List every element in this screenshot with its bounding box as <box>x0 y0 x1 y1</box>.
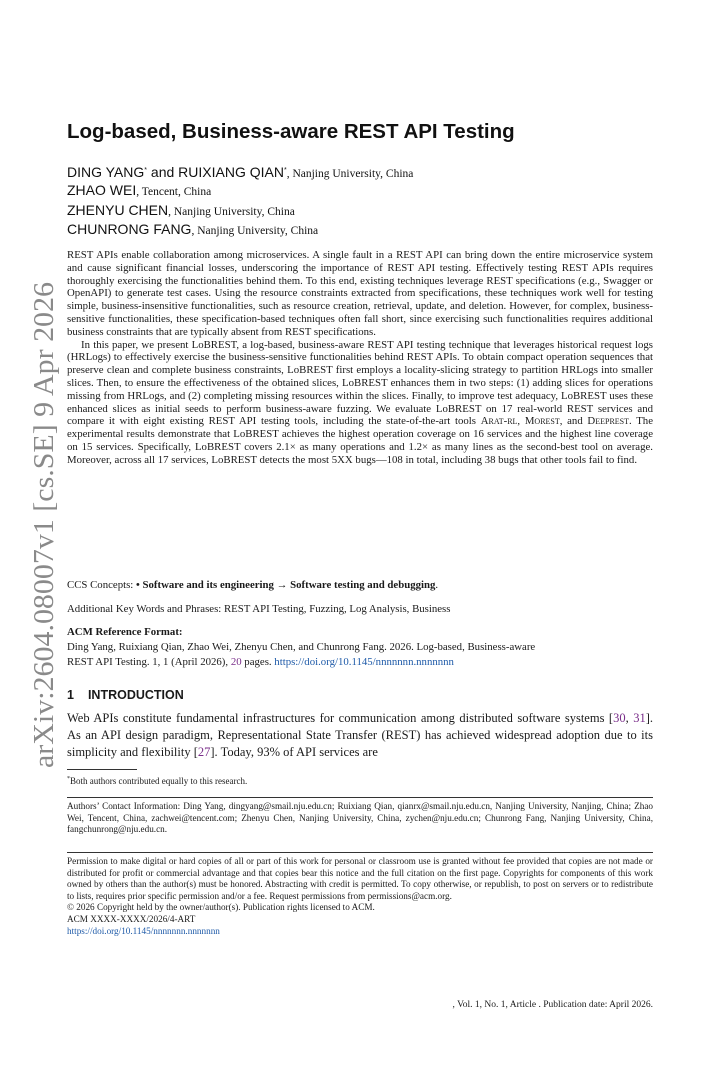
author-line-2 <box>67 181 653 201</box>
acm-code-line: ACM XXXX-XXXX/2026/4-ART <box>67 913 196 924</box>
author-affiliation: , Nanjing University, China <box>191 225 319 237</box>
author-names: and RUIXIANG QIAN <box>147 164 284 180</box>
acm-reference-line <box>67 656 653 668</box>
doi-link[interactable]: https://doi.org/10.1145/nnnnnnn.nnnnnnn <box>274 656 454 668</box>
ccs-label: CCS Concepts: <box>67 579 136 591</box>
tool-name: Morest <box>524 415 560 428</box>
ccs-concepts <box>67 579 653 591</box>
permission-text: Permission to make digital or hard copies of all or part of this work for personal or classroom use is granted without fee provided that copies are not made or distributed for profit or commercial advantage and that copies bear this notice and the full citation on the first page. Copyrights for components of this work owned by others than the author(s) must be honored. Abstracting with credit is permitted. To copy otherwise, or republish, to post on servers or to redistribute to lists, requires prior specific permission and/or a fee. Request permissions from permissions@acm.org. <box>67 856 653 901</box>
citation-link[interactable]: 31 <box>633 711 646 725</box>
footnote <box>67 776 653 786</box>
ccs-value: • Software and its engineering → Software testing and debugging <box>136 579 436 591</box>
contact-info <box>67 801 653 836</box>
separator: , and <box>559 415 588 428</box>
intro-paragraph <box>67 710 653 761</box>
author-names: DING YANG <box>67 164 145 180</box>
intro-text: , <box>625 711 634 725</box>
author-names: ZHENYU CHEN <box>67 202 169 218</box>
abstract-paragraph-1: REST APIs enable collaboration among microservices. A single fault in a REST API can bring down the entire microservice system and cause significant financial losses, underscoring the importance of REST API testing. Effectively testing REST APIs requires thoroughly exercising the functionalities behind them. To this end, existing techniques leverage REST specifications (e.g., Swagger or OpenAPI) to generate test cases. Using the resource constraints extracted from specifications, these techniques work well for testing simple, business-insensitive functionalities, such as resource creation, retrieval, update, and deletion. However, for complex, business-sensitive functionalities, these specification-based techniques often fall short, since exercising such functionalities requires additional business constraints that are typically absent from REST specifications. <box>67 249 653 338</box>
contact-text: Authors’ Contact Information: Ding Yang, dingyang@smail.nju.edu.cn; Ruixiang Qian, qianrx@smail.nju.edu.cn, Nanjing University, Nanjing, China; Zhao Wei, Tencent, China, zachwei@tencent.com; Zhenyu Chen, Nanjing University, China, zychen@nju.edu.cn; Chunrong Fang, Nanjing University, China, fangchunrong@nju.edu.cn. <box>67 801 653 835</box>
separator: , <box>517 415 525 428</box>
intro-text: ]. Today, 93% of API services are <box>210 745 378 759</box>
footnote-text: Both authors contributed equally to this research. <box>70 776 248 786</box>
citation-link[interactable]: 30 <box>613 711 626 725</box>
abstract-paragraph-2 <box>67 339 653 467</box>
arxiv-sidebar <box>20 270 65 770</box>
reference-text: pages. <box>241 656 275 668</box>
section-title: INTRODUCTION <box>87 688 184 702</box>
section-number: 1 <box>67 688 74 702</box>
author-affiliation: , Nanjing University, China <box>168 206 295 218</box>
ccs-end: . <box>435 579 439 591</box>
author-line-3 <box>67 201 653 221</box>
acm-reference-heading: ACM Reference Format: <box>67 626 183 638</box>
paper-title: Log-based, Business-aware REST API Testing <box>67 120 515 143</box>
equal-contribution-mark: * <box>144 167 148 174</box>
abstract <box>67 249 653 467</box>
citation-link[interactable]: 27 <box>197 745 211 759</box>
page-count-link[interactable]: 20 <box>230 656 242 668</box>
page-footer: , Vol. 1, No. 1, Article . Publication date: April 2026. <box>452 1000 653 1010</box>
section-heading <box>67 688 653 702</box>
author-names: ZHAO WEI <box>67 182 137 198</box>
introduction <box>67 710 653 761</box>
reference-text: REST API Testing. 1, 1 (April 2026), <box>67 656 231 668</box>
contact-rule <box>67 797 653 798</box>
equal-contribution-mark: * <box>283 167 287 174</box>
author-names: CHUNRONG FANG <box>67 221 192 237</box>
acm-reference-line: Ding Yang, Ruixiang Qian, Zhao Wei, Zhenyu Chen, and Chunrong Fang. 2026. Log-based, Business-aware <box>67 641 536 653</box>
author-line-4 <box>67 220 653 240</box>
permission-rule <box>67 852 653 853</box>
author-line-1 <box>67 162 653 183</box>
arxiv-identifier: arXiv:2604.08007v1 [cs.SE] 9 Apr 2026 <box>29 313 60 768</box>
author-affiliation: , Tencent, China <box>136 186 212 198</box>
footnote-mark: * <box>67 776 70 782</box>
author-affiliation: , Nanjing University, China <box>286 168 414 180</box>
tool-name: Deeprest <box>587 415 630 428</box>
intro-text: Web APIs constitute fundamental infrastructures for communication among distributed software systems [ <box>67 711 614 725</box>
abstract-text: In this paper, we present LoBREST, a log-based, business-aware REST API testing technique that leverages historical request logs (HRLogs) to effectively exercise the business-sensitive functionalities behind REST APIs. To obtain compact operation sequences that preserve clean and complete business constraints, LoBREST first employs a locality-slicing strategy to partition HRLogs into smaller slices. Then, to ensure the effectiveness of the obtained slices, LoBREST enhances them in two steps: (1) adding slices for operations missing from HRLogs, and (2) completing missing resources within the slices. Finally, to improve test adequacy, LoBREST uses these enhanced slices as initial seeds to perform business-aware fuzzing. We evaluate LoBREST on 17 real-world REST services and compare it with eight existing REST API testing tools, including the state-of-the-art tools <box>67 338 653 428</box>
footnote-rule <box>67 769 137 770</box>
permission-block <box>67 856 653 937</box>
doi-link[interactable]: https://doi.org/10.1145/nnnnnnn.nnnnnnn <box>67 925 220 936</box>
tool-name: Arat-rl <box>480 415 518 428</box>
copyright-line: © 2026 Copyright held by the owner/author(s). Publication rights licensed to ACM. <box>67 902 375 913</box>
intro-text: ]. As an API design paradigm, Representational State Transfer (REST) has achieved widespread adoption due to its simplicity and flexibility [ <box>67 711 653 759</box>
abstract-text: . The experimental results demonstrate that LoBREST achieves the highest operation coverage on 16 services and the highest line coverage on 15 services. Specifically, LoBREST covers 2.1× as many operations and 1.2× as many lines as the second-best tool on average. Moreover, across all 17 services, LoBREST detects the most 5XX bugs—108 in total, including 38 bugs that other tools fail to find. <box>67 415 653 466</box>
keywords: Additional Key Words and Phrases: REST API Testing, Fuzzing, Log Analysis, Business <box>67 603 451 615</box>
